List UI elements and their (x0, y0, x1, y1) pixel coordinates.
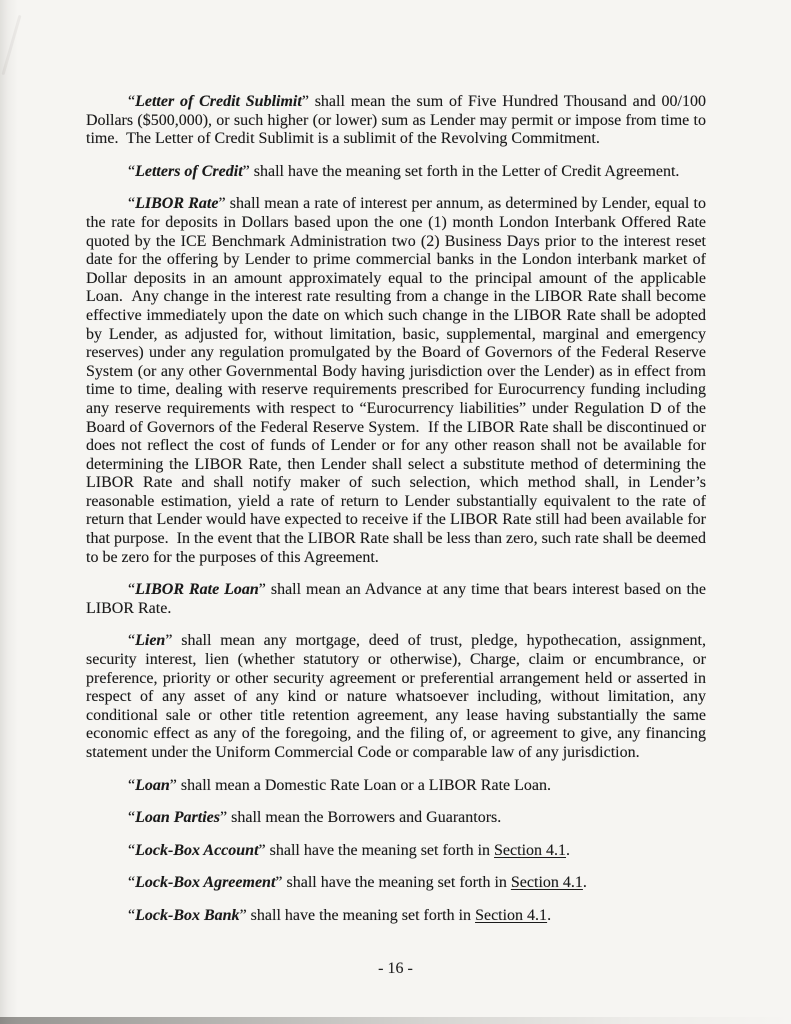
definition-lock-box-account (86, 842, 706, 861)
defined-term: Loan (135, 776, 170, 794)
close-quote: ” (242, 162, 250, 180)
defined-term: Loan Parties (135, 809, 220, 827)
open-quote: “ (128, 809, 136, 827)
close-quote: ” (301, 93, 309, 110)
defined-term: Lock-Box Agreement (135, 874, 276, 892)
definition-text: shall have the meaning set forth in (246, 906, 476, 924)
scan-artifact-streak (2, 15, 22, 75)
definition-libor-rate (86, 195, 710, 567)
definition-lock-box-bank (86, 907, 706, 926)
open-quote: “ (128, 162, 136, 180)
section-4-1-reference: Section 4.1 (494, 841, 567, 859)
close-quote: ” (169, 776, 177, 794)
definition-text: shall have the meaning set forth in the Letter of Credit Agreement. (249, 162, 680, 180)
close-quote: ” (258, 581, 266, 599)
close-quote: ” (218, 195, 226, 213)
definition-text: shall have the meaning set forth in (265, 841, 495, 859)
defined-term: Letter of Credit Sublimit (135, 93, 302, 110)
definition-text: shall mean the Borrowers and Guarantors. (227, 809, 502, 827)
definition-loan-parties (86, 809, 706, 828)
close-quote: ” (258, 841, 266, 859)
document-body (86, 93, 710, 940)
definition-letter-of-credit-sublimit (86, 93, 710, 149)
open-quote: “ (128, 906, 136, 924)
defined-term: Lien (135, 632, 166, 650)
defined-term: Lock-Box Bank (135, 906, 240, 924)
definition-text: shall mean the sum of Five Hundred Thousand and 00/100 Dollars ($500,000), or such higher (or lower) sum as Lender may permit or impose from time to time. The Letter of Credit Sublimit is a sublimit of the Revolving Commitment. (86, 93, 710, 148)
open-quote: “ (128, 581, 136, 599)
defined-term: LIBOR Rate Loan (135, 581, 259, 599)
defined-term: Lock-Box Account (135, 841, 259, 859)
definition-letters-of-credit (86, 163, 706, 182)
definition-libor-rate-loan (86, 581, 710, 618)
definition-text: shall mean a rate of interest per annum, as determined by Lender, equal to the rate for deposits in Dollars based upon the one (1) month London Interbank Offered Rate quoted by the ICE Benchmark Administration two (2) Business Days prior to the interest reset date for the offering by Lender to prime commercial banks in the London interbank market of Dollar deposits in an amount approximately equal to the principal amount of the applicable Loan. Any change in the interest rate resulting from a change in the LIBOR Rate shall become effective immediately upon the date on which such change in the LIBOR Rate shall be adopted by Lender, as adjusted for, without limitation, basic, supplemental, marginal and emergency reserves) under any regulation promulgated by the Board of Governors of the Federal Reserve System (or any other Governmental Body having jurisdiction over the Lender) as in effect from time to time, dealing with reserve requirements prescribed for Eurocurrency funding including any reserve requirements with respect to “Eurocurrency liabilities” under Regulation D of the Board of Governors of the Federal Reserve System. If the LIBOR Rate shall be discontinued or does not reflect the cost of funds of Lender or for any other reason shall not be available for determining the LIBOR Rate, then Lender shall select a substitute method of determining the LIBOR Rate and shall notify maker of such selection, which method shall, in Lender’s reasonable estimation, yield a rate of return to Lender substantially equivalent to the rate of return that Lender would have expected to receive if the LIBOR Rate still had been available for that purpose. In the event that the LIBOR Rate shall be less than zero, such rate shall be deemed to be zero for the purposes of this Agreement. (86, 195, 710, 566)
open-quote: “ (128, 195, 136, 213)
open-quote: “ (128, 841, 136, 859)
definition-text: shall mean any mortgage, deed of trust, pledge, hypothecation, assignment, security interest, lien (whether statutory or otherwise), Charge, claim or encumbrance, or preference, priority or other security agreement or preferential arrangement held or asserted in respect of any asset of any kind or nature whatsoever including, without limitation, any conditional sale or other title retention agreement, any lease having substantially the same economic effect as any of the foregoing, and the filing of, or agreement to give, any financing statement under the Uniform Commercial Code or comparable law of any jurisdiction. (86, 632, 710, 761)
page-number: - 16 - (378, 960, 413, 977)
definition-text: shall mean a Domestic Rate Loan or a LIBOR Rate Loan. (176, 776, 551, 794)
definition-text-after: . (547, 906, 552, 924)
section-4-1-reference: Section 4.1 (510, 874, 583, 892)
open-quote: “ (128, 93, 136, 110)
definition-lock-box-agreement (86, 874, 706, 893)
open-quote: “ (128, 632, 136, 650)
close-quote: ” (165, 632, 173, 650)
close-quote: ” (220, 809, 228, 827)
section-4-1-reference: Section 4.1 (475, 906, 548, 924)
close-quote: ” (275, 874, 283, 892)
defined-term: LIBOR Rate (135, 195, 219, 213)
open-quote: “ (128, 776, 136, 794)
definition-text: shall have the meaning set forth in (282, 874, 511, 892)
defined-term: Letters of Credit (135, 162, 243, 180)
definition-text-after: . (582, 874, 587, 892)
definition-lien (86, 632, 710, 762)
close-quote: ” (239, 906, 247, 924)
definition-text: shall mean an Advance at any time that bears interest based on the LIBOR Rate. (86, 581, 710, 617)
definition-text-after: . (566, 841, 571, 859)
definition-loan (86, 777, 706, 796)
open-quote: “ (128, 874, 136, 892)
